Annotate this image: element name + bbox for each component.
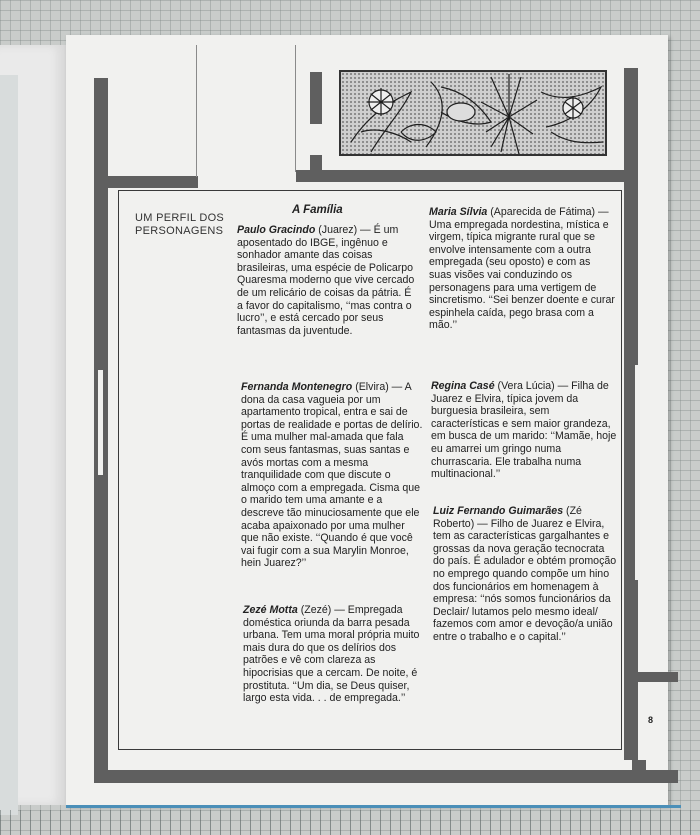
left-page-edge — [0, 45, 67, 805]
frame-line — [295, 45, 296, 172]
actor-name: Maria Sílvia — [429, 206, 488, 218]
botanical-illustration — [339, 70, 607, 156]
character-description: (Aparecida de Fátima) — Uma empregada nordestina, mística e virgem, típica migrante rural que se envolve intensamente com a outra empregada (seu oposto) e com as suas visões vai conduzindo os personagens para uma vertigem de sincretismo. ‘‘Sei benzer doente e curar espinhela caída, pego brasa com a mão.’’ — [429, 206, 615, 332]
frame-bar — [632, 760, 646, 774]
frame-bar — [310, 155, 322, 175]
section-title: A Família — [292, 204, 343, 216]
frame-bar — [296, 170, 638, 182]
character-description: (Juarez) — É um aposentado do IBGE, ingênuo e sonhador amante das coisas brasileiras, uma espécie de Policarpo Quaresma moderno que vive cercado de um relicário de coisas da pátria. É a favor do capitalismo, ‘‘mas contra o lucro’’, e está cercado por seus fantasmas da juventude. — [237, 224, 415, 337]
frame-slit — [635, 365, 640, 580]
character-description: (Zezé) — Empregada doméstica oriunda da barra pesada urbana. Tem uma moral própria muito mais dura do que os delírios dos patrões e vê com clareza as hipocrisias que a cercam. De noite, é prostituta. ‘‘Um dia, se Deus quiser, largo esta vida. . . de empregada.’’ — [243, 604, 420, 705]
actor-name: Fernanda Montenegro — [241, 381, 353, 393]
frame-bar — [638, 672, 678, 682]
character-description: (Vera Lúcia) — Filha de Juarez e Elvira, típica jovem da burguesia brasileira, sem características e sem maior grandeza, em busca de um marido: ‘‘Mamãe, hoje eu amarrei um gringo numa churrascaria. Ele trabalha numa multinacional.’’ — [431, 380, 617, 481]
frame-bar — [94, 176, 198, 188]
frame-slit — [98, 370, 103, 475]
character-entry-elvira — [241, 381, 423, 570]
character-entry-zeze — [243, 604, 423, 705]
actor-name: Regina Casé — [431, 380, 495, 392]
grid-ruler-strip — [0, 810, 700, 835]
actor-name: Luiz Fernando Guimarães — [433, 505, 564, 517]
section-label: UM PERFIL DOS PERSONAGENS — [135, 212, 225, 237]
character-description: (Zé Roberto) — Filho de Juarez e Elvira, tem as características gargalhantes e grossas da nova geração tecnocrata do país. É adulador e obtém promoção no emprego quando compõe um hino dos funcionários em homenagem à empresa: ‘‘nós somos funcionários da Declair/ lutamos pelo mesmo ideal/ fazemos com amor e devoção/a união entre o trabalho e o capital.’’ — [433, 505, 617, 643]
page-edge-line — [66, 805, 681, 808]
character-entry-aparecida — [429, 206, 615, 332]
left-page-stripe — [0, 75, 18, 815]
frame-bar — [310, 72, 322, 124]
character-entry-juarez — [237, 224, 419, 337]
actor-name: Paulo Gracindo — [237, 224, 316, 236]
frame-line — [196, 45, 197, 177]
character-description: (Elvira) — A dona da casa vagueia por um apartamento tropical, entra e sai de portas de realidade e portas de delírio. É uma mulher mal-amada que fala com seus fantasmas, suas santas e avós mortas com a mesma tranquilidade com que discute o almoço com a empregada. Cisma que o marido tem uma amante e a descreve tão minuciosamente que ele acaba apaixonado por uma mulher que não existe. ‘‘Quando é que você vai fugir com a sua Marylin Monroe, hein Juarez?’’ — [241, 381, 423, 570]
frame-bar — [94, 770, 678, 783]
character-entry-ze-roberto — [433, 505, 617, 644]
character-entry-vera-lucia — [431, 380, 617, 481]
page-number: 8 — [648, 715, 654, 725]
actor-name: Zezé Motta — [243, 604, 298, 616]
